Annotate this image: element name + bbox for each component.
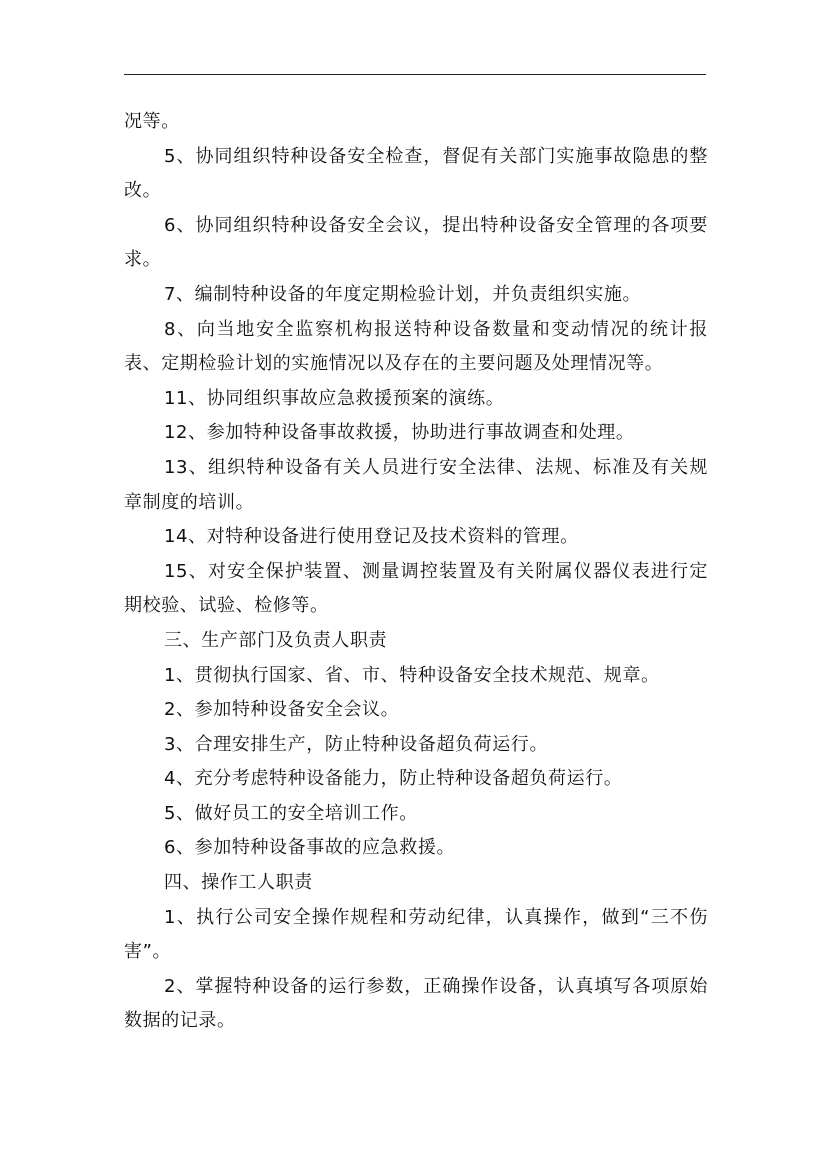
paragraph: 2、掌握特种设备的运行参数，正确操作设备，认真填写各项原始数据的记录。 [124,975,708,1032]
section-heading: 四、操作工人职责 [164,872,313,894]
paragraph: 3、合理安排生产，防止特种设备超负荷运行。 [164,733,549,755]
paragraph: 4、充分考虑特种设备能力，防止特种设备超负荷运行。 [164,768,623,790]
paragraph: 11、协同组织事故应急救援预案的演练。 [164,387,505,409]
paragraph: 6、协同组织特种设备安全会议，提出特种设备安全管理的各项要求。 [124,214,708,271]
paragraph: 12、参加特种设备事故救援，协助进行事故调查和处理。 [164,422,635,444]
header-rule [124,74,706,75]
paragraph: 13、组织特种设备有关人员进行安全法律、法规、标准及有关规章制度的培训。 [124,456,708,513]
paragraph: 7、编制特种设备的年度定期检验计划，并负责组织实施。 [164,283,642,305]
paragraph: 2、参加特种设备安全会议。 [164,699,400,721]
paragraph: 况等。 [124,111,180,132]
paragraph: 6、参加特种设备事故的应急救援。 [164,837,456,859]
document-body [124,105,708,1039]
paragraph: 15、对安全保护装置、测量调控装置及有关附属仪器仪表进行定期校验、试验、检修等。 [124,560,708,617]
paragraph: 14、对特种设备进行使用登记及技术资料的管理。 [164,526,579,548]
paragraph: 5、协同组织特种设备安全检查，督促有关部门实施事故隐患的整改。 [124,145,708,202]
paragraph: 1、执行公司安全操作规程和劳动纪律，认真操作，做到“三不伤害”。 [124,906,708,963]
paragraph: 8、向当地安全监察机构报送特种设备数量和变动情况的统计报表、定期检验计划的实施情况以及存在的主要问题及处理情况等。 [124,318,708,375]
section-heading: 三、生产部门及负责人职责 [164,629,388,651]
paragraph: 5、做好员工的安全培训工作。 [164,802,418,824]
paragraph: 1、贯彻执行国家、省、市、特种设备安全技术规范、规章。 [164,664,660,686]
